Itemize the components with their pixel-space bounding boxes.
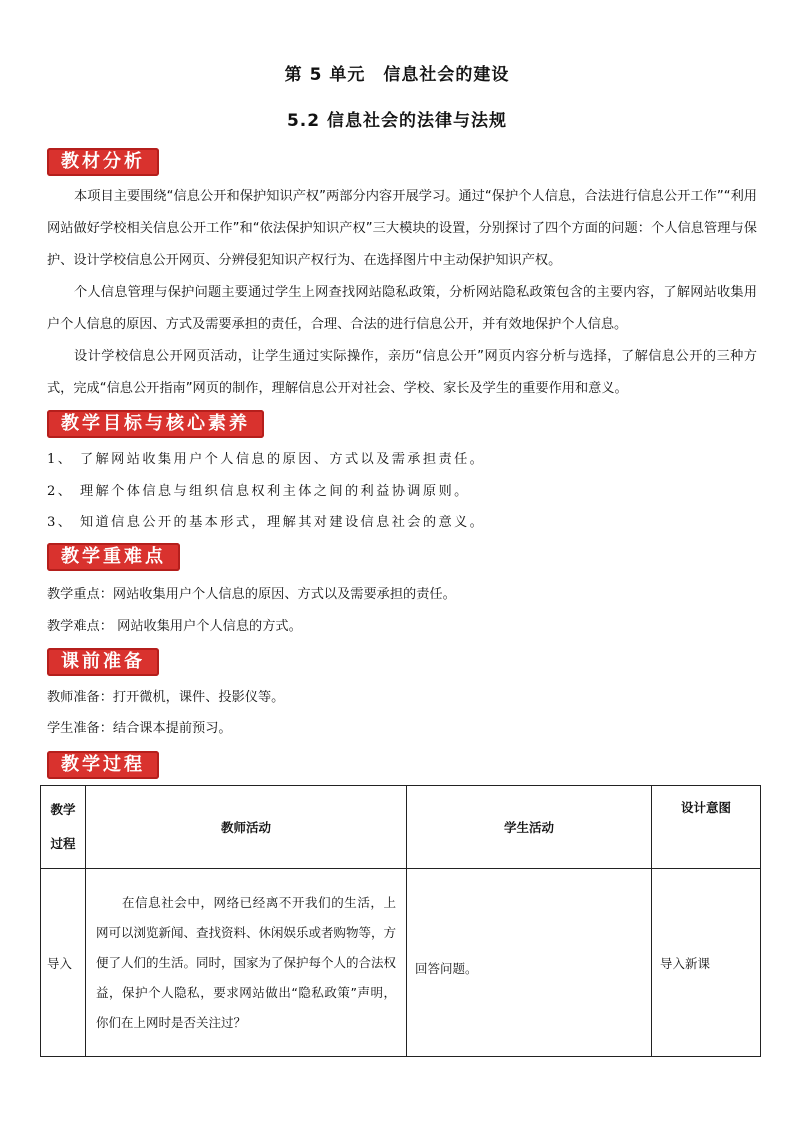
row-teacher-activity	[86, 869, 407, 1057]
section-badge-analysis: 教材分析	[47, 148, 159, 176]
section-badge-preparation: 课前准备	[47, 648, 159, 676]
section-badge-key-points: 教学重难点	[47, 543, 180, 571]
header-stage	[41, 786, 86, 869]
row-teacher-activity-text: 在信息社会中，网络已经离不开我们的生活，上网可以浏览新闻、查找资料、休闲娱乐或者购物等，方便了人们的生活。同时，国家为了保护每个人的合法权益，保护个人隐私，要求网站做出“隐私政策”声明，你们在上网时是否关注过？	[96, 894, 397, 1030]
unit-title: 第 5 单元 信息社会的建设	[284, 65, 510, 85]
section-badge-objectives: 教学目标与核心素养	[47, 410, 264, 438]
lesson-title: 5.2 信息社会的法律与法规	[286, 111, 508, 131]
table-row	[41, 869, 761, 1057]
analysis-paragraph-3: 设计学校信息公开网页活动，让学生通过实际操作，亲历“信息公开”网页内容分析与选择，了解信息公开的三种方式，完成“信息公开指南”网页的制作，理解信息公开对社会、学校、家长及学生的重要作用和意义。	[47, 349, 757, 396]
analysis-paragraph-2: 个人信息管理与保护问题主要通过学生上网查找网站隐私政策，分析网站隐私政策包含的主要内容，了解网站收集用户个人信息的原因、方式及需要承担的责任，合理、合法的进行信息公开，并有效地保护个人信息。	[47, 285, 757, 332]
row-stage: 导入	[41, 869, 86, 1057]
teaching-process-table	[40, 785, 761, 1057]
header-stage-line1: 教学	[50, 802, 76, 817]
header-stage-line2: 过程	[50, 836, 76, 851]
table-header-row	[41, 786, 761, 869]
objective-item-2: 2、 理解个体信息与组织信息权利主体之间的利益协调原则。	[47, 484, 470, 499]
analysis-paragraph-1: 本项目主要围绕“信息公开和保护知识产权”两部分内容开展学习。通过“保护个人信息，合法进行信息公开工作”“利用网站做好学校相关信息公开工作”和“依法保护知识产权”三大模块的设置，分别探讨了四个方面的问题：个人信息管理与保护、设计学校信息公开网页、分辨侵犯知识产权行为、在选择图片中主动保护知识产权。	[47, 189, 757, 268]
section-badge-process: 教学过程	[47, 751, 159, 779]
objective-item-1: 1、 了解网站收集用户个人信息的原因、方式以及需承担责任。	[47, 452, 486, 467]
header-student-activity: 学生活动	[407, 786, 652, 869]
row-design-intent: 导入新课	[652, 869, 761, 1057]
header-teacher-activity: 教师活动	[86, 786, 407, 869]
header-design-intent: 设计意图	[652, 786, 761, 869]
teaching-focus: 教学重点：网站收集用户个人信息的原因、方式以及需要承担的责任。	[47, 587, 456, 602]
teacher-preparation: 教师准备：打开微机，课件、投影仪等。	[47, 690, 285, 705]
student-preparation: 学生准备：结合课本提前预习。	[47, 721, 232, 736]
row-student-activity: 回答问题。	[407, 869, 652, 1057]
objective-item-3: 3、 知道信息公开的基本形式，理解其对建设信息社会的意义。	[47, 515, 486, 530]
teaching-difficulty: 教学难点： 网站收集用户个人信息的方式。	[47, 619, 302, 634]
